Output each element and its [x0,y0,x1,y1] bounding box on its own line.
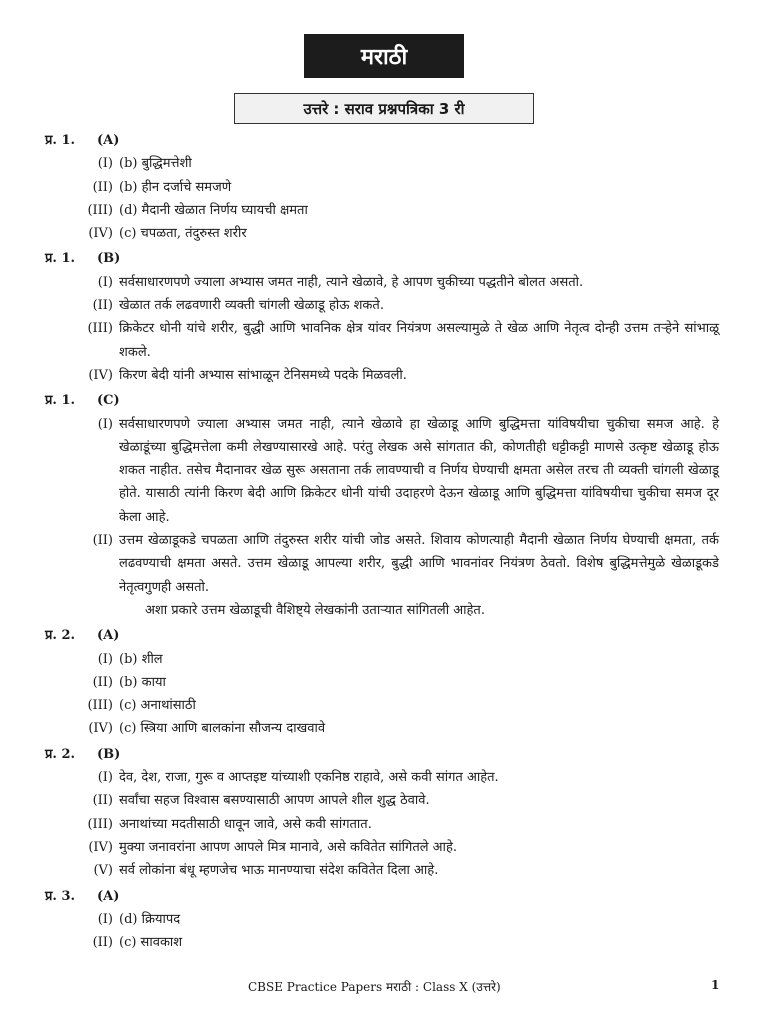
section-q1c [0,389,768,622]
item-text: क्रिकेटर धोनी यांचे शरीर, बुद्धी आणि भावनिक क्षेत्र यांवर नियंत्रण असल्यामुळे ते खेळ आणि नेतृत्व दोन्ही उत्तम तऱ्हेने सांभाळू शकले. [119,321,719,360]
item-label: (II) [92,793,113,809]
section-q3a [0,885,768,955]
page-title [304,34,464,78]
page-title-text: मराठी [360,45,408,70]
answer-item [0,176,768,199]
item-label: (IV) [88,226,113,242]
question-number: प्र. 2. [45,746,76,762]
answer-item [0,317,768,364]
question-number: प्र. 1. [45,393,76,409]
answer-item [0,813,768,836]
answer-item [0,931,768,954]
answer-item [0,836,768,859]
item-text: (c) सावकाश [119,935,183,951]
page-subtitle [234,93,534,124]
closing-text: अशा प्रकारे उत्तम खेळाडूची वैशिष्ट्ये लेखकांनी उताऱ्यात सांगितली आहेत. [145,602,485,618]
section-q1b [0,247,768,387]
item-label: (I) [97,274,113,290]
footer-text: CBSE Practice Papers मराठी : Class X (उत्तरे) [248,980,501,994]
answer-item [0,648,768,671]
answer-item [0,671,768,694]
item-text: मुक्या जनावरांना आपण आपले मित्र मानावे, असे कवितेत सांगितले आहे. [119,839,458,855]
item-text: (c) अनाथांसाठी [119,698,196,714]
question-number: प्र. 2. [45,628,76,644]
item-label: (I) [97,770,113,786]
question-part: (A) [97,628,120,644]
question-number: प्र. 1. [45,133,76,148]
item-text: (b) हीन दर्जाचे समजणे [119,179,232,195]
question-part: (B) [97,251,121,267]
page-number: 1 [711,978,720,992]
question-part: (A) [97,133,120,148]
closing-paragraph [145,599,720,622]
item-text: (d) मैदानी खेळात निर्णय घ्यायची क्षमता [119,202,308,218]
item-text: (b) काया [119,674,166,690]
item-label: (II) [92,298,113,314]
item-label: (IV) [88,721,113,737]
question-heading [0,885,768,908]
section-q2a [0,624,768,740]
item-label: (II) [92,533,113,549]
answer-item [0,271,768,294]
item-text: उत्तम खेळाडूकडे चपळता आणि तंदुरुस्त शरीर यांची जोड असते. शिवाय कोणत्याही मैदानी खेळात निर्णय घेण्याची क्षमता, तर्क लढवण्याची क्षमता असते. उत्तम खेळाडू आपल्या शरीर, बुद्धी आणि भावनांवर नियंत्रण ठेवतो. विशेष बुद्धिमत्तेमुळे खेळाडूकडे नेतृत्वगुणही असतो. [119,533,719,595]
item-text: सर्वसाधारणपणे ज्याला अभ्यास जमत नाही, त्याने खेळावे हा खेळाडू आणि बुद्धिमत्ता यांविषयीचा चुकीचा समज आहे. हे खेळाडूंच्या बुद्धिमत्तेला कमी लेखण्यासारखे आहे. परंतु लेखक असे सांगतात की, कोणतीही धट्टीकट्टी माणसे उत्कृष्ट खेळाडू होऊ शकत नाहीत. तसेच मैदानावर खेळ सुरू असताना तर्क लावण्याची व निर्णय घेण्याची क्षमता असेल तरच ती व्यक्ती चांगली खेळाडू होते. यासाठी त्यांनी किरण बेदी आणि क्रिकेटर धोनी यांची उदाहरणे देऊन खेळाडू आणि बुद्धिमत्ता यांविषयीचा चुकीचा समज दूर केला आहे. [119,416,719,525]
answer-content [0,129,768,956]
item-label: (I) [97,911,113,927]
question-part: (A) [97,888,120,904]
question-number: प्र. 1. [45,251,76,267]
answer-item [0,294,768,317]
answer-item [0,859,768,882]
item-label: (I) [97,416,113,432]
answer-item [0,694,768,717]
question-number: प्र. 3. [45,888,76,904]
section-q2b [0,743,768,883]
item-text: सर्वांचा सहज विश्वास बसण्यासाठी आपण आपले शील शुद्ध ठेवावे. [119,793,430,809]
answer-item [0,529,768,599]
answer-item [0,199,768,222]
answer-item [0,717,768,740]
answer-item [0,222,768,245]
item-label: (V) [93,863,113,879]
answer-item [0,152,768,175]
item-label: (III) [87,321,113,337]
page-subtitle-text: उत्तरे : सराव प्रश्नपत्रिका 3 री [303,99,465,118]
question-heading [0,389,768,412]
item-text: (b) बुद्धिमत्तेशी [119,156,192,172]
page-footer [0,978,768,998]
item-text: (c) चपळता, तंदुरुस्त शरीर [119,226,247,242]
item-label: (II) [92,674,113,690]
question-heading [0,624,768,647]
answer-item [0,364,768,387]
item-label: (I) [97,156,113,172]
item-label: (III) [87,698,113,714]
section-q1a [0,129,768,245]
item-text: सर्व लोकांना बंधू म्हणजेच भाऊ मानण्याचा संदेश कवितेत दिला आहे. [119,863,439,879]
item-label: (II) [92,935,113,951]
item-label: (IV) [88,839,113,855]
question-part: (C) [97,393,120,409]
item-text: (b) शील [119,651,163,667]
question-heading [0,129,768,152]
item-text: सर्वसाधारणपणे ज्याला अभ्यास जमत नाही, त्याने खेळावे, हे आपण चुकीच्या पद्धतीने बोलत असतो. [119,274,584,290]
item-text: देव, देश, राजा, गुरू व आप्तइष्ट यांच्याशी एकनिष्ठ राहावे, असे कवी सांगत आहेत. [119,770,499,786]
answer-item [0,413,768,529]
item-label: (IV) [88,367,113,383]
item-text: खेळात तर्क लढवणारी व्यक्ती चांगली खेळाडू होऊ शकते. [119,298,384,314]
item-label: (II) [92,179,113,195]
item-text: (c) स्त्रिया आणि बालकांना सौजन्य दाखवावे [119,721,326,737]
item-label: (III) [87,816,113,832]
question-heading [0,247,768,270]
item-label: (III) [87,202,113,218]
answer-item [0,908,768,931]
item-text: किरण बेदी यांनी अभ्यास सांभाळून टेनिसमध्ये पदके मिळवली. [119,367,407,383]
question-part: (B) [97,746,121,762]
item-label: (I) [97,651,113,667]
answer-item [0,766,768,789]
answer-item [0,789,768,812]
item-text: अनाथांच्या मदतीसाठी धावून जावे, असे कवी सांगतात. [119,816,372,832]
question-heading [0,743,768,766]
item-text: (d) क्रियापद [119,911,181,927]
